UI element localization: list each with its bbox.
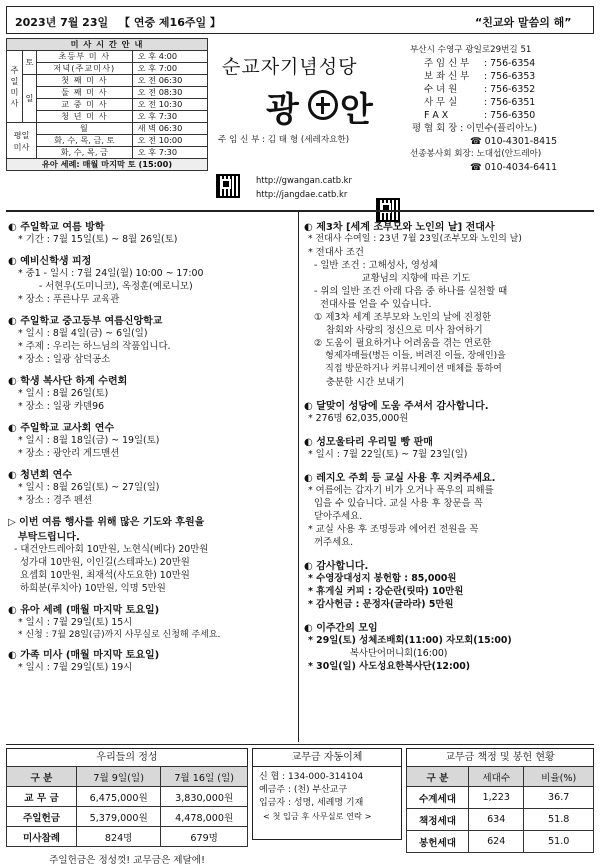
mass-row-label: 교 중 미 사 [37, 99, 133, 111]
notice-item [304, 469, 594, 549]
contact-line: 주 임 신 부 : 756-6354 [424, 58, 536, 69]
notice-line: 전대사를 얻을 수 있습니다. [308, 299, 432, 310]
notice-line: 요셉회 10만원, 최재석(사도요한) 10만원 [14, 570, 190, 581]
notice-line: * 기간 : 7월 15일(토) ~ 8월 26일(토) [18, 234, 178, 245]
notice-line: * 전대사 조건 [308, 247, 364, 258]
pastor-name: 주 임 신 부 : 김 태 형 (세레자요한) [218, 135, 350, 145]
notice-line: ② 도움이 필요하거나 어려움을 겪는 연로한 [308, 338, 492, 349]
offering-label: 교 무 금 [7, 787, 77, 807]
notice-title: 예비신학생 피정 [20, 256, 92, 267]
bullet-icon: ◐ [304, 222, 317, 233]
footer-divider [6, 744, 594, 745]
notice-line: * 장소 : 일광 카덴96 [18, 401, 105, 412]
notice-line: 직접 방문하거나 커뮤니케이션 매체를 통하여 [308, 364, 502, 374]
notice-line: * 전대사 수여일 : 23년 7월 23일(조부모와 노인의 날) [308, 234, 522, 244]
offering-value: 6,475,000원 [77, 787, 161, 807]
notice-title: 청년회 연수 [20, 470, 73, 481]
notice-line: 충분한 시간 보내기 [308, 377, 405, 388]
notice-line: - 일반 조건 : 고해성사, 영성체 [308, 260, 439, 271]
notice-line: * 장소 : 경주 펜션 [18, 495, 93, 506]
offering-title: 우리들의 정성 [6, 748, 248, 766]
notice-title: 이번 여름 행사를 위해 많은 기도와 후원을 [19, 517, 205, 528]
notice-title-cont: 부탁드립니다. [18, 532, 80, 543]
offering-value: 679명 [161, 827, 248, 847]
notice-line: 하희분(루치아) 10만원, 익명 5만원 [14, 583, 166, 594]
notice-line: * 일시 : 8월 26일(토) ~ 27일(일) [18, 482, 160, 493]
parish-banner [210, 38, 408, 208]
pledge-stats-title: 교무금 책정 및 봉헌 현황 [406, 748, 594, 766]
bullet-icon: ▷ [8, 517, 20, 528]
depositor-note: 입금자 : 성명, 세례명 기재 [259, 798, 364, 808]
notice-title: 유아 세례 (매월 마지막 토요일) [20, 605, 160, 616]
mass-row-label: 청 년 미 사 [37, 111, 133, 123]
notice-title: 주일학교 교사회 연수 [20, 423, 115, 434]
notice-title: 주일학교 여름 방학 [20, 222, 105, 233]
notice-line: ① 제3차 세계 조부모와 노인의 날에 진정한 [308, 312, 492, 323]
mass-row-time: 오 전 10:00 [132, 135, 207, 147]
notice-title: 학생 복사단 하계 수련회 [20, 376, 128, 387]
contact-note: < 첫 입금 후 사무실로 연락 > [263, 811, 372, 821]
notice-line: * 휴게실 커피 : 강순란(릿따) 10만원 [308, 586, 464, 597]
council-president: 평 협 회 장 : 이민수(플리아노) [412, 123, 537, 134]
sunday-name: 【 연중 제16주일 】 [119, 16, 221, 29]
bullet-icon: ◐ [8, 222, 21, 233]
group-sun: 일 [23, 75, 37, 123]
stats-value: 1,223 [469, 787, 524, 809]
right-notice-column [304, 218, 594, 673]
notice-item [8, 601, 296, 642]
qr-code-icon[interactable] [216, 174, 240, 198]
header-bar [6, 6, 594, 34]
notice-line: * 감사헌금 : 문정자(글라라) 5만원 [308, 599, 454, 610]
notice-line: * 30일(일) 사도성요한복사단(12:00) [308, 661, 471, 672]
auto-transfer-panel [252, 748, 402, 840]
notice-line: 복사단어머니회(16:00) [308, 648, 448, 659]
notice-title: 성모울타리 우리밀 빵 판매 [316, 437, 433, 448]
stats-header: 세대수 [469, 767, 524, 787]
bullet-icon: ◐ [304, 623, 317, 634]
contact-line: 사 무 실 : 756-6351 [424, 97, 536, 108]
notice-title: 가족 미사 (매월 마지막 토요일) [20, 650, 160, 661]
notice-line: * 주제 : 우리는 하느님의 작품입니다. [18, 341, 171, 352]
notice-line: 닫아주세요. [308, 511, 363, 522]
year-motto: “친교와 말씀의 해” [475, 16, 572, 29]
notice-line: - 대건안드레아회 10만원, 노현식(베다) 20만원 [14, 544, 209, 555]
bullet-icon: ◐ [8, 605, 21, 616]
bullet-icon: ◐ [304, 401, 317, 412]
mass-row-label: 둘 째 미 사 [37, 87, 133, 99]
infant-baptism-note: 유아 세례: 매월 마지막 토 (15:00) [7, 159, 208, 171]
mass-row-time: 새 벽 06:30 [132, 123, 207, 135]
mass-row-label: 첫 째 미 사 [37, 75, 133, 87]
group-sat: 토 [23, 51, 37, 75]
account-holder: 예금주 : (천) 부산교구 [259, 785, 348, 795]
offering-value: 3,830,000원 [161, 787, 248, 807]
notice-line: 교황님의 지향에 따른 기도 [308, 273, 471, 284]
mass-row-label: 화, 수, 목, 금, 토 [37, 135, 133, 147]
website-link-2[interactable]: http://jangdae.catb.kr [256, 189, 348, 199]
notice-line: * 일시 : 7월 29일(토) 15시 [18, 617, 133, 628]
notice-line: * 여름에는 갑자기 비가 오거나 폭우의 피해를 [308, 485, 494, 496]
address: 부산시 수영구 광일로29번길 51 [410, 45, 532, 55]
column-divider [298, 212, 299, 742]
notice-line: * 장소 : 광안리 게드맨션 [18, 448, 120, 459]
bullet-icon: ◐ [8, 256, 21, 267]
mass-row-time: 오 후 7:30 [132, 147, 207, 159]
notice-line: * 일시 : 7월 22일(토) ~ 7월 23일(일) [308, 449, 468, 460]
bullet-icon: ◐ [304, 561, 317, 572]
contact-line: 수 녀 원 : 756-6352 [424, 84, 536, 95]
stats-header: 비율(%) [524, 767, 594, 787]
notice-item [8, 218, 296, 246]
notice-title: 주일학교 중고등부 여름신앙학교 [20, 316, 163, 327]
offering-panel [6, 748, 248, 866]
offering-footer: 주일헌금은 정성껏! 교무금은 제달에! [49, 855, 205, 866]
offering-header: 7월 9일(일) [77, 767, 161, 787]
notice-line: * 일시 : 8월 26일(토) [18, 388, 109, 399]
stats-value: 51.0 [524, 831, 594, 853]
header-divider [6, 210, 594, 212]
offering-label: 주일헌금 [7, 807, 77, 827]
contact-info [410, 44, 596, 174]
notice-title: 감사합니다. [316, 561, 369, 572]
offering-header: 7월 16일 (일) [161, 767, 248, 787]
offering-value: 5,379,000원 [77, 807, 161, 827]
notice-item [8, 466, 296, 507]
group-sunday-mass: 주 일 미 사 [7, 51, 23, 123]
contact-line: 보 좌 신 부 : 756-6353 [424, 71, 536, 82]
notice-line: * 신청 : 7월 28일(금)까지 사무실로 신청해 주세요. [18, 630, 221, 640]
stats-value: 634 [469, 809, 524, 831]
bullet-icon: ◐ [8, 423, 21, 434]
offering-header: 구 분 [7, 767, 77, 787]
mass-row-time: 오 후 4:00 [132, 51, 207, 63]
notice-title: 제3차 [세계 조부모와 노인의 날] 전대사 [316, 222, 495, 233]
contact-line: F A X : 756-6350 [424, 110, 536, 121]
notice-item [304, 397, 594, 425]
stats-value: 624 [469, 831, 524, 853]
stats-header: 구 분 [407, 767, 469, 787]
mass-row-time: 오 후 7:00 [132, 63, 207, 75]
account-number: 신 협 : 134-000-314104 [259, 772, 364, 782]
funeral-service-phone: ☎ 010-4034-6411 [470, 162, 558, 173]
mass-row-time: 오 전 10:30 [132, 99, 207, 111]
offering-value: 4,478,000원 [161, 807, 248, 827]
parish-subtitle: 순교자기념성당 [222, 56, 358, 78]
offering-label: 미사참례 [7, 827, 77, 847]
notice-line: * 중1 - 일시 : 7월 24일(월) 10:00 ~ 17:00 [18, 268, 204, 279]
mass-row-label: 화, 수, 목, 금 [37, 147, 133, 159]
bullet-icon: ◐ [8, 376, 21, 387]
notice-item [304, 218, 594, 389]
stats-label: 봉헌세대 [407, 831, 469, 853]
bullet-icon: ◐ [304, 437, 317, 448]
notice-item [304, 433, 594, 461]
notice-line: * 일시 : 7월 29일(토) 19시 [18, 662, 133, 673]
group-weekday-mass: 평일 미사 [7, 123, 37, 159]
notice-item [304, 557, 594, 611]
cross-emblem-icon [308, 90, 338, 120]
bullet-icon: ◐ [8, 650, 21, 661]
mass-row-label: 저녁(주교미사) [37, 63, 133, 75]
bullet-icon: ◐ [304, 473, 317, 484]
notice-line: 성가대 10만원, 이인길(스테파노) 20만원 [14, 557, 190, 568]
pledge-stats-panel [406, 748, 594, 853]
notice-title: 이주간의 모임 [316, 623, 378, 634]
mass-row-label: 초등부 미 사 [37, 51, 133, 63]
bullet-icon: ◐ [8, 316, 21, 327]
mass-row-time: 오 후 7:30 [132, 111, 207, 123]
notice-line: * 276명 62,035,000원 [308, 413, 409, 424]
funeral-service-head: 선종봉사회 회장: 노대섭(안드레아) [410, 149, 542, 159]
notice-item [304, 619, 594, 673]
notice-item [8, 372, 296, 413]
mass-row-time: 오 전 08:30 [132, 87, 207, 99]
parish-name-right: 안 [340, 90, 373, 130]
parish-name-left: 광 [266, 90, 299, 130]
mass-schedule [6, 38, 208, 171]
council-phone: ☎ 010-4301-8415 [470, 136, 558, 147]
bulletin-date: 2023년 7월 23일 [15, 16, 109, 29]
notice-line: 꺼주세요. [308, 537, 354, 548]
notice-line: 형제자매들(병든 이들, 버려진 이들, 장애인)을 [308, 351, 506, 361]
website-link-1[interactable]: http://gwangan.catb.kr [256, 175, 352, 185]
auto-transfer-title: 교무금 자동이체 [253, 749, 401, 767]
notice-title: 달맞이 성당에 도움 주셔서 감사합니다. [316, 401, 489, 412]
notice-line: * 교실 사용 후 조명등과 에어컨 전원을 꼭 [308, 524, 479, 535]
notice-line: - 위의 일반 조건 아래 다음 중 하나를 실천할 때 [308, 286, 508, 297]
stats-value: 36.7 [524, 787, 594, 809]
notice-item [8, 419, 296, 460]
stats-label: 책정세대 [407, 809, 469, 831]
notice-item [8, 513, 296, 595]
notice-title: 레지오 주회 등 교실 사용 후 지켜주세요. [316, 473, 496, 484]
notice-line: * 장소 : 푸른나무 교육관 [18, 294, 120, 305]
notice-line: * 장소 : 일광 삼덕공소 [18, 354, 111, 365]
notice-line: - 서현우(도미니코), 옥정훈(예로니모) [18, 281, 193, 292]
notice-item [8, 646, 296, 674]
mass-row-label: 월 [37, 123, 133, 135]
bullet-icon: ◐ [8, 470, 21, 481]
notice-line: * 29일(토) 성체조배회(11:00) 자모회(15:00) [308, 635, 512, 646]
stats-label: 수계세대 [407, 787, 469, 809]
notice-line: * 일시 : 8월 4일(금) ~ 6일(일) [18, 328, 148, 339]
offering-value: 824명 [77, 827, 161, 847]
notice-line: 참회와 사랑의 정신으로 미사 참여하기 [308, 325, 483, 336]
notice-line: * 일시 : 8월 18일(금) ~ 19일(토) [18, 435, 160, 446]
stats-value: 51.8 [524, 809, 594, 831]
notice-item [8, 252, 296, 306]
mass-title: 미 사 시 간 안 내 [7, 39, 208, 51]
notice-line: * 수영장대성지 봉헌함 : 85,000원 [308, 573, 457, 584]
mass-row-time: 오 전 06:30 [132, 75, 207, 87]
notice-line: 입을 수 있습니다. 교실 사용 후 창문을 꼭 [308, 498, 483, 509]
left-notice-column [8, 218, 296, 674]
notice-item [8, 312, 296, 366]
